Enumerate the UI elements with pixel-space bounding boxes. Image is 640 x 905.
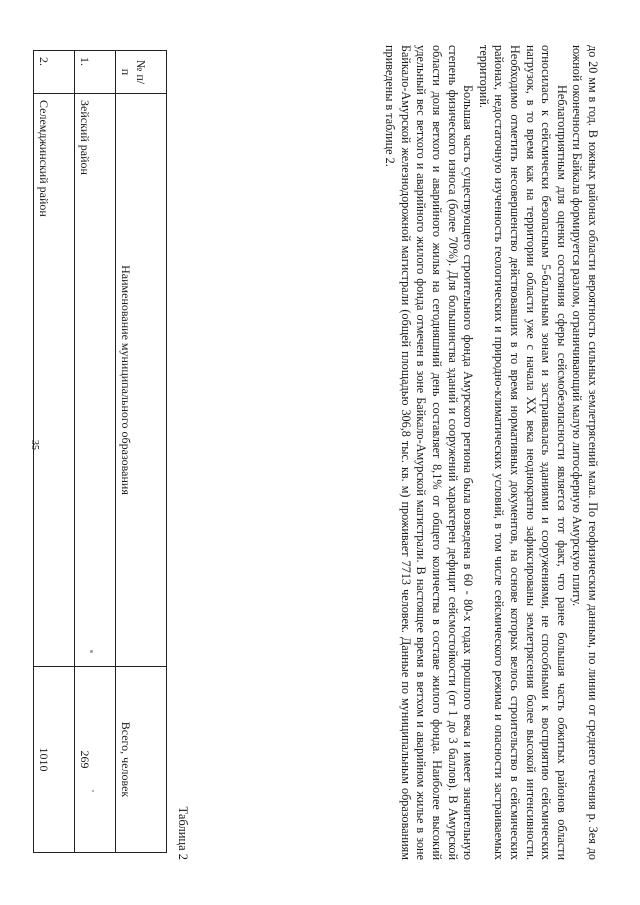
paragraph-3: Большая часть существующего строительного фонда Амурского региона была возведена в 60 - 80-х годах прошлого века и имеет значительную степень физического износа (более 70%). Для большинства зданий и сооружений характерен дефицит сейсмостойкости (от 1 до 3 баллов). В Амурской области доля ветхого и аварийного жилья на сегодняшний день составляет 8,1% от общего количества в составе жилого фонда. Наиболее высокий удельный вес ветхого и аварийного жилого фонда отмечен в зоне Байкало-Амурской магистрали. В настоящее время в ветхом и аварийном жилье в зоне Байкало-Амурской железнодорожной магистрали (общей площадью 306,8 тыс. кв. м) проживает 7713 человек. Данные по муниципальным образованиям приведены в таблице 2.	[383, 45, 476, 860]
paragraph-2: Неблагоприятным для оценки состояния сферы сейсмобезопасности является тот факт, что ранее большая часть обжитых районов области относилась к сейсмически безопасным 5-балльным зонам и застраивалась зданиями и сооружениями, не способными к восприятию сейсмических нагрузок, в то время как на территории области уже с начала XX века неоднократно зафиксированы землетрясения более высокой интенсивности. Необходимо отметить несовершенство действовавших в то время нормативных документов, на основе которых велось строительство в сейсмических районах, недостаточную изученность геологических и природно-климатических условий, в том числе сейсмического режима и опасности застраиваемых территорий.	[476, 45, 569, 860]
header-name: Наименование муниципального образования	[116, 94, 167, 667]
rotated-page-content	[37, 45, 600, 860]
header-num: № п/п	[116, 51, 167, 94]
scan-speck	[92, 790, 94, 792]
paragraph-1: до 20 мм в год. В южных районах области вероятность сильных землетрясений мала. По геофизическим данным, по линии от среднего течения р. Зея до южной оконечности Байкала формируется разлом, ограничивающий малую литосферную Амурскую плиту.	[570, 45, 600, 860]
page-number: 35	[29, 440, 40, 450]
row-total: 269	[75, 667, 116, 853]
row-name: Селемджинский район	[34, 94, 75, 667]
row-num: 2.	[34, 51, 75, 94]
table-row	[75, 51, 116, 853]
table-header-row	[116, 51, 167, 853]
table-row	[34, 51, 75, 853]
body-text	[382, 45, 600, 860]
scan-speck	[90, 650, 93, 653]
row-total: 1010	[34, 667, 75, 853]
row-name: Зейский район	[75, 94, 116, 667]
table-caption: Таблица 2	[176, 806, 190, 860]
row-num: 1.	[75, 51, 116, 94]
municipal-table	[33, 50, 167, 853]
header-total: Всего, человек	[116, 667, 167, 853]
